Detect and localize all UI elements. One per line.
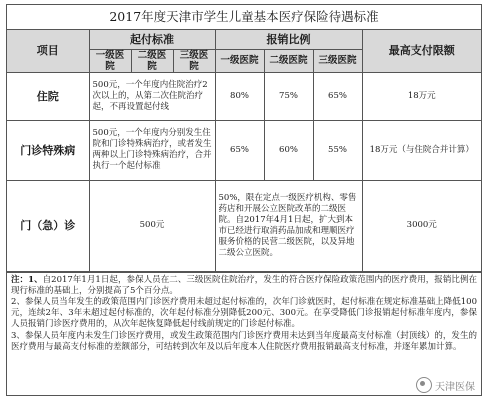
inpatient-ratio-level3: 65% bbox=[313, 72, 362, 120]
row-label-inpatient: 住院 bbox=[7, 72, 89, 120]
document-frame bbox=[6, 4, 482, 396]
table-row-special bbox=[7, 120, 481, 180]
header-deductible: 起付标准 bbox=[89, 30, 215, 49]
special-ratio-level3: 55% bbox=[313, 120, 362, 180]
special-ratio-level2: 60% bbox=[264, 120, 313, 180]
watermark bbox=[413, 376, 478, 394]
table-row-outpatient bbox=[7, 180, 481, 271]
header-ratio-level1: 一级医院 bbox=[215, 49, 264, 72]
inpatient-deductible: 500元，一个年度内住院治疗2次以上的，从第二次住院治疗起，不再设置起付线 bbox=[89, 72, 215, 120]
header-deductible-level2: 二级医院 bbox=[131, 49, 173, 72]
inpatient-ratio-level2: 75% bbox=[264, 72, 313, 120]
note-3: 3、参保人员年度内未发生门诊医疗费用，或发生政策范围内门诊医疗费用未达到当年度最高支付标准（封顶线）的，发生的医疗费用与最高支付标准的差额部分，可结转到次年及以后年度本人住院医疗费用报销最高支付标准，并逐年累加计算。 bbox=[11, 330, 477, 352]
table-row-inpatient bbox=[7, 72, 481, 120]
special-deductible: 500元，一个年度内分别发生住院和门诊特殊病治疗，或者发生两种以上门诊特殊病治疗，合并执行一个起付标准 bbox=[89, 120, 215, 180]
note-1 bbox=[11, 275, 477, 297]
outpatient-max: 3000元 bbox=[362, 180, 481, 271]
header-ratio: 报销比例 bbox=[215, 30, 362, 49]
inpatient-ratio-level1: 80% bbox=[215, 72, 264, 120]
row-label-special: 门诊特殊病 bbox=[7, 120, 89, 180]
header-deductible-level1: 一级医院 bbox=[89, 49, 131, 72]
row-label-outpatient: 门（急）诊 bbox=[7, 180, 89, 271]
note-1-text: 自2017年1月1日起，参保人员在二、三级医院住院治疗，发生的符合医疗保险政策范围内的医疗费用，报销比例在现行标准的基础上，分别提高了5个百分点。 bbox=[11, 274, 478, 296]
header-ratio-level2: 二级医院 bbox=[264, 49, 313, 72]
header-max: 最高支付限额 bbox=[362, 30, 481, 72]
watermark-text: 天津医保 bbox=[435, 381, 475, 393]
document-title: 2017年度天津市学生儿童基本医疗保险待遇标准 bbox=[7, 5, 481, 30]
wechat-logo-icon bbox=[416, 377, 432, 393]
outpatient-deductible: 500元 bbox=[89, 180, 215, 271]
header-deductible-level3: 三级医院 bbox=[173, 49, 215, 72]
benefits-table bbox=[7, 30, 481, 272]
header-ratio-level3: 三级医院 bbox=[313, 49, 362, 72]
special-ratio-level1: 65% bbox=[215, 120, 264, 180]
special-max: 18万元（与住院合并计算） bbox=[362, 120, 481, 180]
header-item: 项目 bbox=[7, 30, 89, 72]
note-1-head: 注：1、 bbox=[11, 274, 43, 285]
inpatient-max: 18万元 bbox=[362, 72, 481, 120]
note-2: 2、参保人员当年发生的政策范围内门诊医疗费用未超过起付标准的，次年门诊就医时，起付标准在规定标准基础上降低100元，连续2年、3年未超过起付标准的，次年起付标准分别降低200元、300元。在享受降低门诊报销起付标准年度内，参保人员报销门诊医疗费用的，从次年起恢复降低起付线前规定的门诊起付标准。 bbox=[11, 296, 477, 330]
notes-section bbox=[7, 272, 481, 353]
outpatient-ratio: 50%，限在定点一级医疗机构、零售药店和开展公立医院改革的二级医院。自2017年4月1日起，扩大到本市已经进行取消药品加成和理顺医疗服务价格的民营二级医院，以及异地二级公立医院。 bbox=[215, 180, 362, 271]
